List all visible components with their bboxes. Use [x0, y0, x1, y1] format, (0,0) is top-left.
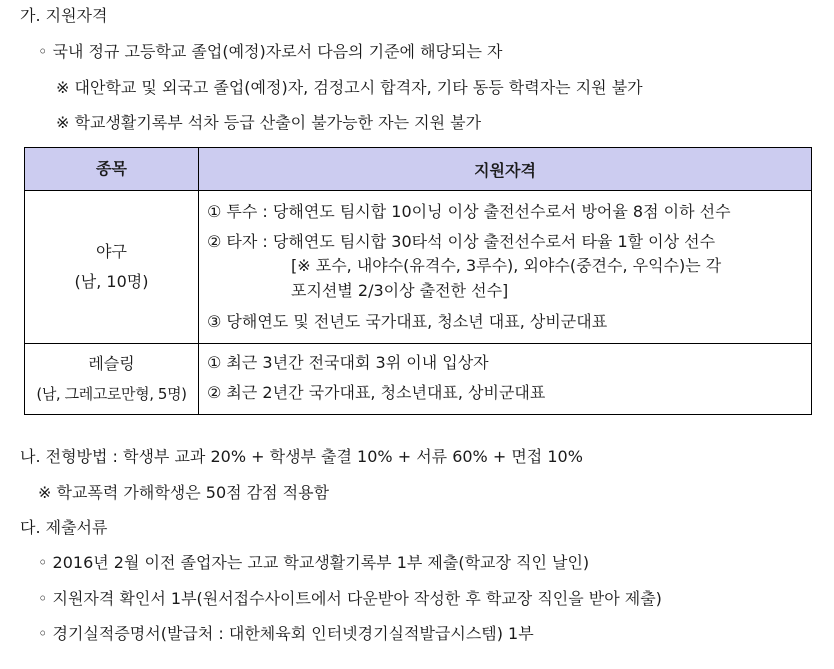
- header-qualification: 지원자격: [199, 148, 812, 191]
- section-da-item-3: ◦ 경기실적증명서(발급처 : 대한체육회 인터넷경기실적발급시스템) 1부: [38, 624, 534, 643]
- header-sport: 종목: [25, 148, 199, 191]
- section-da-item-2: ◦ 지원자격 확인서 1부(원서접수사이트에서 다운받아 작성한 후 학교장 직인을 받아 제출): [38, 589, 662, 608]
- section-ga-heading: 가. 지원자격: [20, 6, 108, 25]
- qualification-table: [24, 147, 812, 415]
- table-row-baseball: [25, 191, 812, 344]
- sport-cell-wrestling: [25, 344, 199, 415]
- wrestling-item-2: ② 최근 2년간 국가대표, 청소년대표, 상비군대표: [207, 383, 546, 402]
- section-ga-note-2: ※ 학교생활기록부 석차 등급 산출이 불가능한 자는 지원 불가: [56, 113, 482, 132]
- baseball-batter-note-2: 포지션별 2/3이상 출전한 선수]: [291, 281, 509, 300]
- baseball-item-batter: ② 타자 : 당해연도 팀시합 30타석 이상 출전선수로서 타율 1할 이상 선수: [207, 232, 716, 251]
- sport-detail-wrestling: (남, 그레고로만형, 5명): [36, 385, 187, 403]
- qualification-cell-wrestling: [199, 344, 812, 415]
- section-ga-main-point: ◦ 국내 정규 고등학교 졸업(예정)자로서 다음의 기준에 해당되는 자: [38, 42, 503, 61]
- section-na-note: ※ 학교폭력 가해학생은 50점 감점 적용함: [38, 483, 330, 502]
- table-header-row: [25, 148, 812, 191]
- sport-name-wrestling: 레슬링: [88, 354, 135, 373]
- sport-detail-baseball: (남, 10명): [74, 272, 149, 291]
- qualification-cell-baseball: [199, 191, 812, 344]
- section-na-heading: 나. 전형방법 : 학생부 교과 20% + 학생부 출결 10% + 서류 60% + 면접 10%: [20, 447, 583, 466]
- sport-name-baseball: 야구: [96, 242, 127, 261]
- wrestling-item-1: ① 최근 3년간 전국대회 3위 이내 입상자: [207, 353, 489, 372]
- section-ga-note-1: ※ 대안학교 및 외국고 졸업(예정)자, 검정고시 합격자, 기타 동등 학력자는 지원 불가: [56, 78, 643, 97]
- baseball-item-pitcher: ① 투수 : 당해연도 팀시합 10이닝 이상 출전선수로서 방어율 8점 이하 선수: [207, 202, 731, 221]
- table-row-wrestling: [25, 344, 812, 415]
- sport-cell-baseball: [25, 191, 199, 344]
- baseball-item-national: ③ 당해연도 및 전년도 국가대표, 청소년 대표, 상비군대표: [207, 312, 608, 331]
- section-da-item-1: ◦ 2016년 2월 이전 졸업자는 고교 학교생활기록부 1부 제출(학교장 직인 날인): [38, 553, 590, 572]
- baseball-batter-note-1: [※ 포수, 내야수(유격수, 3루수), 외야수(중견수, 우익수)는 각: [291, 256, 722, 275]
- section-da-heading: 다. 제출서류: [20, 518, 108, 537]
